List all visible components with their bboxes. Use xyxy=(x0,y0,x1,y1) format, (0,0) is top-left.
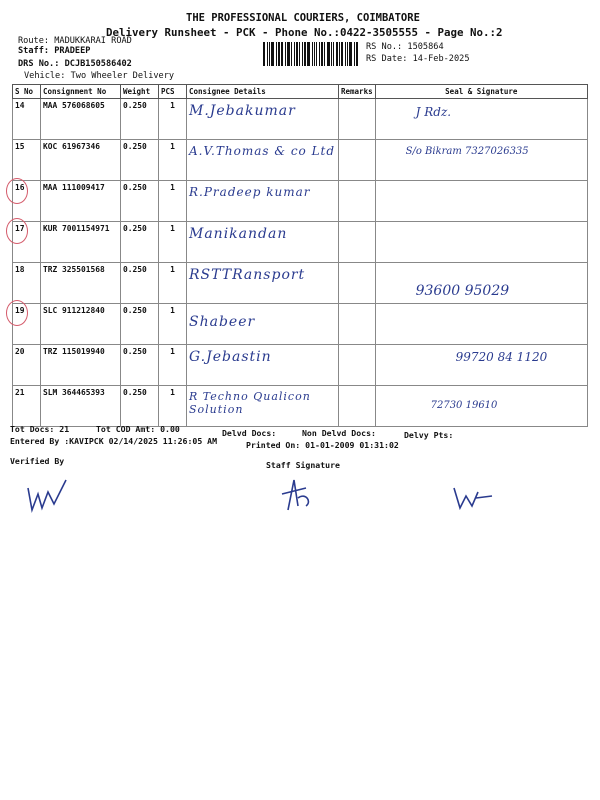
cell-signature xyxy=(375,181,587,222)
staff-line xyxy=(18,46,90,56)
barcode xyxy=(263,42,359,66)
entered-by: Entered By :KAVIPCK 02/14/2025 11:26:05 AM xyxy=(10,436,218,446)
cell-remarks xyxy=(339,181,376,222)
rs-no-line xyxy=(366,42,444,52)
cell-consignee: G.Jebastin xyxy=(187,345,339,386)
cell-consignee: A.V.Thomas & co Ltd xyxy=(187,140,339,181)
cell-pcs: 1 xyxy=(159,263,187,304)
cell-weight: 0.250 xyxy=(121,263,159,304)
cell-sno: 20 xyxy=(13,345,41,386)
cell-remarks xyxy=(339,386,376,427)
staff-signature-icon xyxy=(276,476,322,518)
tot-cod: Tot COD Amt: 0.00 xyxy=(96,424,180,434)
delvy-pts: Delvy Pts: xyxy=(404,430,454,440)
barcode-bar xyxy=(302,42,303,66)
barcode-bar xyxy=(345,42,346,66)
vehicle-value: Two Wheeler Delivery xyxy=(70,71,175,81)
barcode-bar xyxy=(319,42,320,66)
barcode-bar xyxy=(327,42,330,66)
cell-sno: 16 xyxy=(13,181,41,222)
cell-weight: 0.250 xyxy=(121,99,159,140)
cell-signature: J Rdz. xyxy=(375,99,587,140)
route-value: MADUKKARAI ROAD xyxy=(54,36,132,46)
barcode-bar xyxy=(291,42,292,66)
verified-by-label: Verified By xyxy=(10,456,65,466)
cell-consignee: Manikandan xyxy=(187,222,339,263)
barcode-bar xyxy=(331,42,332,66)
table-header-row xyxy=(13,85,588,99)
cell-remarks xyxy=(339,222,376,263)
cell-consignment: KUR 7001154971 xyxy=(41,222,121,263)
company-title: THE PROFESSIONAL COURIERS, COIMBATORE xyxy=(186,12,420,24)
barcode-bar xyxy=(276,42,277,66)
serial-circle-mark xyxy=(6,300,28,326)
col-sno: S No xyxy=(13,85,41,99)
cell-sno: 14 xyxy=(13,99,41,140)
rs-no-label: RS No.: xyxy=(366,42,403,52)
cell-weight: 0.250 xyxy=(121,222,159,263)
cell-consignment: MAA 576068605 xyxy=(41,99,121,140)
table-row xyxy=(13,222,588,263)
barcode-bar xyxy=(324,42,325,66)
verifier-signature-icon xyxy=(20,474,70,518)
barcode-bar xyxy=(263,42,265,66)
staff-label: Staff: xyxy=(18,46,50,56)
cell-consignment: MAA 111009417 xyxy=(41,181,121,222)
cell-weight: 0.250 xyxy=(121,304,159,345)
cell-weight: 0.250 xyxy=(121,140,159,181)
vehicle-line xyxy=(24,71,174,81)
barcode-bar xyxy=(354,42,355,66)
cell-pcs: 1 xyxy=(159,181,187,222)
barcode-bar xyxy=(349,42,352,66)
drs-value: DCJB150586402 xyxy=(64,59,132,69)
cell-remarks xyxy=(339,99,376,140)
table-row xyxy=(13,304,588,345)
cell-consignment: KOC 61967346 xyxy=(41,140,121,181)
col-consignee: Consignee Details xyxy=(187,85,339,99)
table-row xyxy=(13,263,588,304)
barcode-bar xyxy=(307,42,310,66)
barcode-bar xyxy=(267,42,268,66)
cell-sno: 17 xyxy=(13,222,41,263)
barcode-bar xyxy=(341,42,343,66)
drs-line xyxy=(18,59,132,69)
barcode-bar xyxy=(294,42,295,66)
staff-signature-label: Staff Signature xyxy=(266,460,340,470)
serial-circle-mark xyxy=(6,218,28,244)
cell-consignment: TRZ 115019940 xyxy=(41,345,121,386)
barcode-bar xyxy=(316,42,318,66)
cell-remarks xyxy=(339,140,376,181)
cell-pcs: 1 xyxy=(159,304,187,345)
cell-weight: 0.250 xyxy=(121,386,159,427)
col-pcs: PCS xyxy=(159,85,187,99)
table-row xyxy=(13,99,588,140)
barcode-bar xyxy=(269,42,270,66)
table-row xyxy=(13,386,588,427)
cell-remarks xyxy=(339,263,376,304)
delivery-table xyxy=(12,84,588,427)
barcode-bar xyxy=(296,42,298,66)
route-line xyxy=(18,36,132,46)
table-row xyxy=(13,140,588,181)
cell-consignment: SLC 911212840 xyxy=(41,304,121,345)
cell-pcs: 1 xyxy=(159,140,187,181)
cell-remarks xyxy=(339,345,376,386)
cell-consignee: R.Pradeep kumar xyxy=(187,181,339,222)
cell-signature: 99720 84 1120 xyxy=(375,345,587,386)
barcode-bar xyxy=(356,42,358,66)
rs-date-line xyxy=(366,54,470,64)
col-remarks: Remarks xyxy=(339,85,376,99)
barcode-bar xyxy=(285,42,286,66)
barcode-bar xyxy=(312,42,313,66)
rs-no-value: 1505864 xyxy=(407,42,444,52)
barcode-bar xyxy=(339,42,340,66)
col-consignment: Consignment No xyxy=(41,85,121,99)
cell-sno: 15 xyxy=(13,140,41,181)
cell-consignment: SLM 364465393 xyxy=(41,386,121,427)
cell-pcs: 1 xyxy=(159,99,187,140)
drs-label: DRS No.: xyxy=(18,59,60,69)
cell-sno: 18 xyxy=(13,263,41,304)
non-delvd-docs: Non Delvd Docs: xyxy=(302,428,376,438)
supervisor-signature-icon xyxy=(448,478,498,514)
cell-consignee: RSTTRansport xyxy=(187,263,339,304)
cell-signature: S/o Bikram 7327026335 xyxy=(375,140,587,181)
barcode-bar xyxy=(299,42,300,66)
cell-pcs: 1 xyxy=(159,222,187,263)
cell-sno: 21 xyxy=(13,386,41,427)
serial-circle-mark xyxy=(6,178,28,204)
col-signature: Seal & Signature xyxy=(375,85,587,99)
col-weight: Weight xyxy=(121,85,159,99)
barcode-bar xyxy=(347,42,348,66)
rs-date-value: 14-Feb-2025 xyxy=(412,54,470,64)
cell-pcs: 1 xyxy=(159,345,187,386)
barcode-bar xyxy=(278,42,280,66)
cell-signature xyxy=(375,222,587,263)
cell-pcs: 1 xyxy=(159,386,187,427)
runsheet-subtitle: Delivery Runsheet - PCK - Phone No.:0422-3505555 - Page No.:2 xyxy=(106,26,503,39)
cell-signature: 93600 95029 xyxy=(375,263,587,304)
cell-consignment: TRZ 325501568 xyxy=(41,263,121,304)
cell-consignee: Shabeer xyxy=(187,304,339,345)
barcode-bar xyxy=(304,42,306,66)
delvd-docs: Delvd Docs: xyxy=(222,428,277,438)
barcode-bar xyxy=(287,42,290,66)
cell-signature xyxy=(375,304,587,345)
barcode-bar xyxy=(281,42,283,66)
cell-consignee: R Techno Qualicon Solution xyxy=(187,386,339,427)
cell-consignee: M.Jebakumar xyxy=(187,99,339,140)
cell-sno: 19 xyxy=(13,304,41,345)
table-row xyxy=(13,345,588,386)
rs-date-label: RS Date: xyxy=(366,54,408,64)
vehicle-label: Vehicle: xyxy=(24,71,66,81)
printed-on: Printed On: 01-01-2009 01:31:02 xyxy=(246,440,399,450)
table-row xyxy=(13,181,588,222)
staff-value: PRADEEP xyxy=(54,46,91,56)
barcode-bar xyxy=(321,42,323,66)
barcode-bar xyxy=(333,42,334,66)
tot-docs: Tot Docs: 21 xyxy=(10,424,70,434)
barcode-bar xyxy=(336,42,338,66)
cell-signature: 72730 19610 xyxy=(375,386,587,427)
route-label: Route: xyxy=(18,36,50,46)
cell-weight: 0.250 xyxy=(121,181,159,222)
cell-weight: 0.250 xyxy=(121,345,159,386)
barcode-bar xyxy=(314,42,315,66)
cell-remarks xyxy=(339,304,376,345)
barcode-bar xyxy=(271,42,274,66)
